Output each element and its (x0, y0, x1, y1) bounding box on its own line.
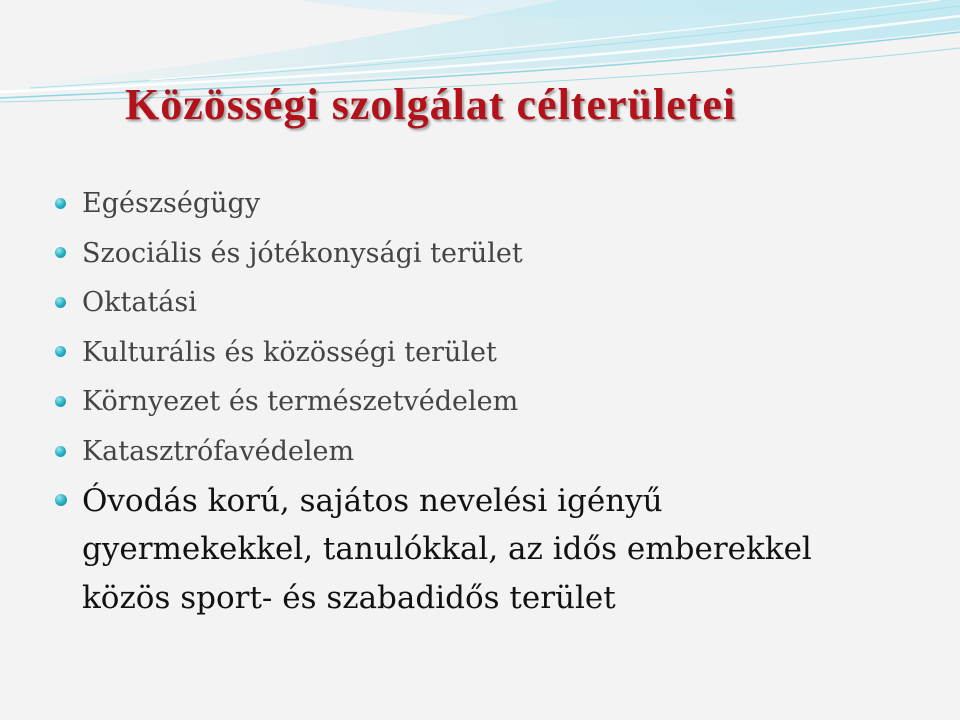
list-item (0, 328, 812, 378)
list-item (0, 278, 812, 328)
bullet-marker (55, 396, 66, 407)
list-item-text-line: közös sport- és szabadidős terület (82, 579, 616, 616)
list-item-text: Szociális és jótékonysági terület (82, 237, 523, 269)
bullet-marker (55, 198, 66, 209)
list-item (0, 427, 812, 477)
list-item-text-line: Óvodás korú, sajátos nevelési igényű (82, 482, 663, 519)
list-item-text: Egészségügy (82, 188, 261, 219)
list-item-text: Környezet és természetvédelem (82, 386, 519, 418)
list-item (0, 377, 812, 427)
slide-title: Közösségi szolgálat célterületei (125, 80, 737, 129)
bullet-marker (55, 494, 67, 506)
list-item-text: Katasztrófavédelem (82, 435, 355, 467)
bullet-marker (55, 446, 66, 457)
list-item-text: Kulturális és közösségi terület (82, 336, 497, 368)
bullet-marker (55, 297, 66, 308)
list-item-text-line: gyermekekkel, tanulókkal, az idős emberekkel (82, 531, 812, 568)
list-item (0, 229, 812, 279)
bullet-list (0, 179, 812, 622)
list-item (0, 477, 812, 623)
bullet-marker (55, 247, 66, 258)
list-item-text: Oktatási (82, 287, 197, 319)
list-item (0, 179, 812, 229)
bullet-marker (55, 346, 66, 357)
